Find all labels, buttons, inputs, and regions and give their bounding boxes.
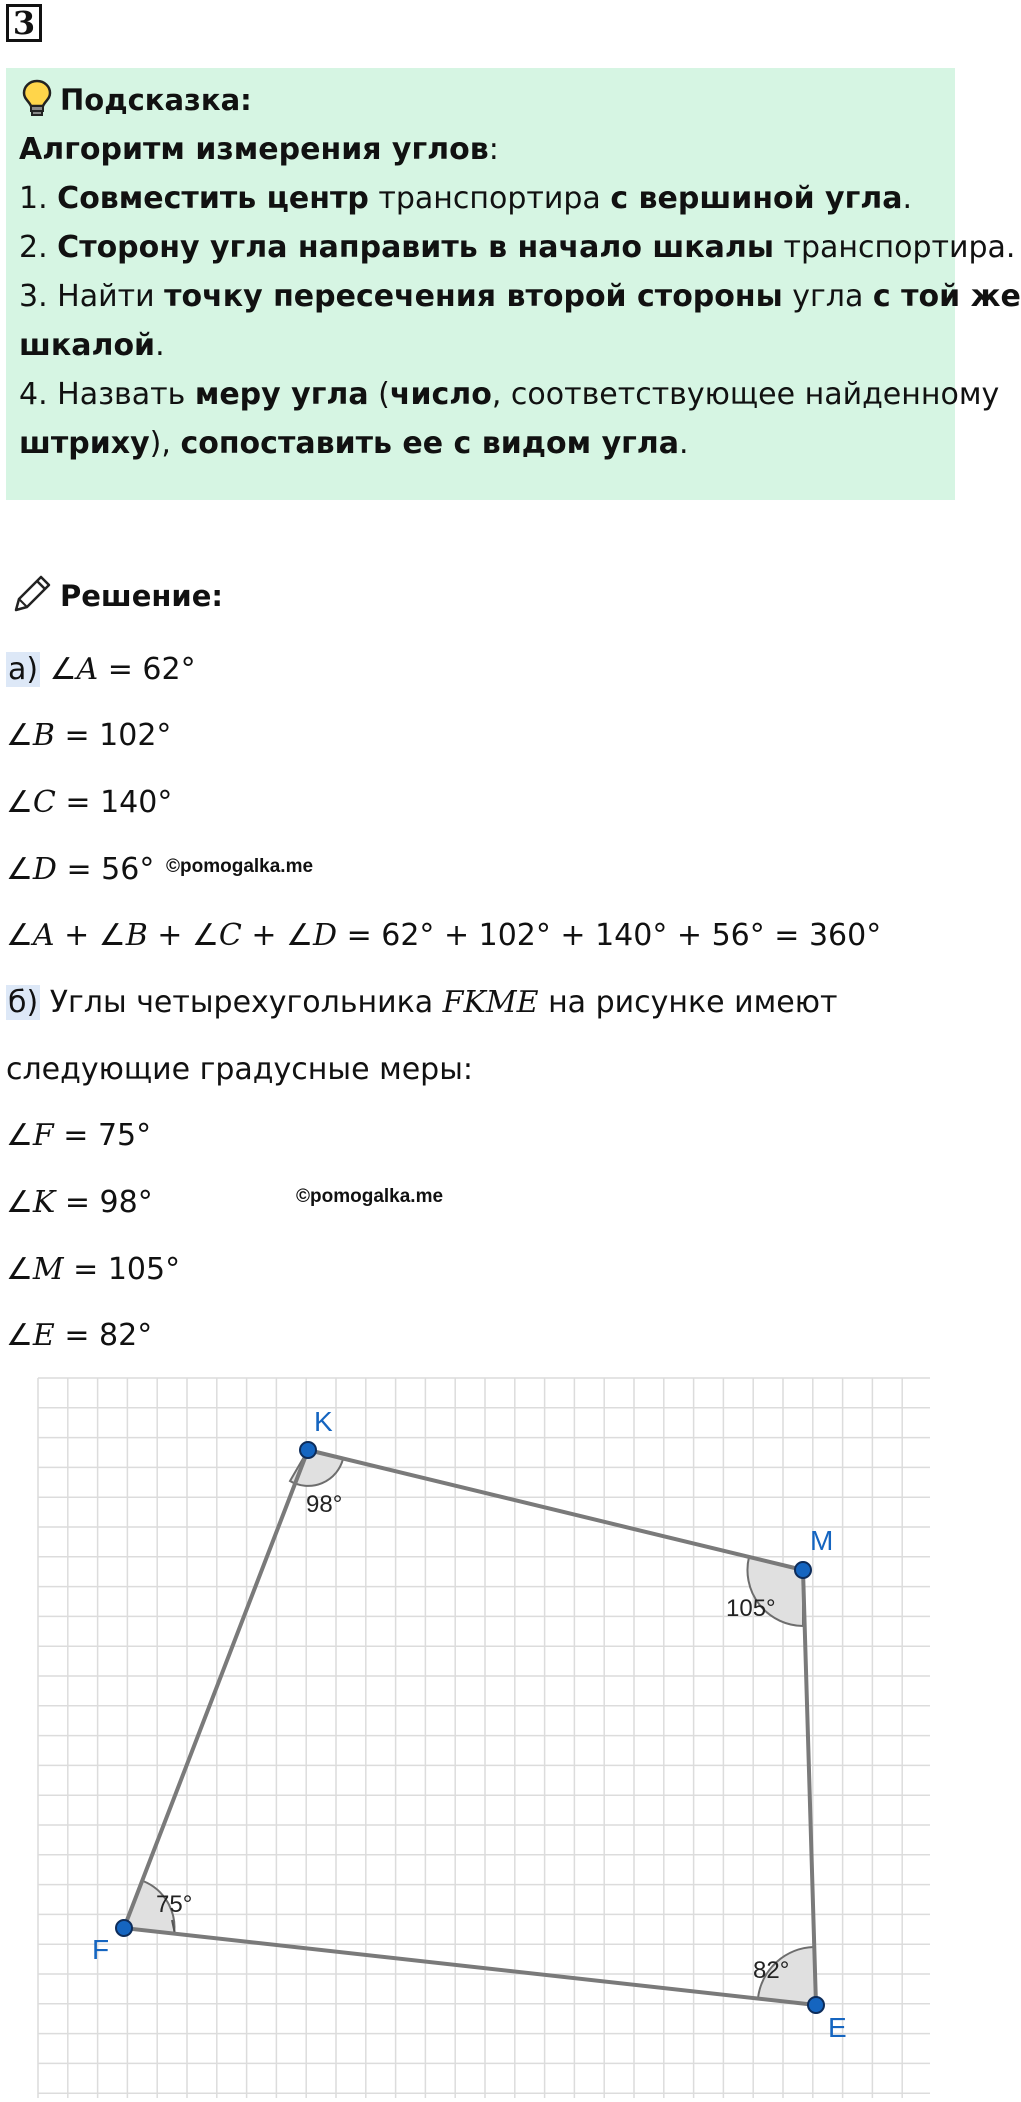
point-e — [808, 1997, 824, 2013]
vertex-label-m: M — [810, 1525, 834, 1556]
point-m — [795, 1562, 811, 1578]
quadrilateral-figure — [38, 1378, 930, 2098]
hint-step-2: 2. Сторону угла направить в начало шкалы транспортира. — [19, 230, 1016, 265]
angle-e-line: ∠E = 82° — [6, 1318, 153, 1353]
pencil-icon — [10, 572, 54, 620]
angle-c-line: ∠C = 140° — [6, 785, 173, 820]
angle-label-f: 75° — [156, 1891, 193, 1918]
vertex-label-e: E — [828, 2012, 847, 2043]
hint-algo-title: Алгоритм измерения углов: — [19, 132, 499, 167]
figure-svg — [38, 1378, 930, 2098]
hint-step-3: 3. Найти точку пересечения второй стороны угла с той же — [19, 279, 1021, 314]
part-b-line: б) Углы четырехугольника FKME на рисунке имеют — [8, 985, 838, 1020]
part-b-line-2: следующие градусные меры: — [6, 1052, 474, 1087]
lightbulb-icon — [22, 79, 52, 121]
angle-sum-line: ∠A + ∠B + ∠C + ∠D = 62° + 102° + 140° + 56° = 360° — [6, 918, 882, 953]
angle-label-e: 82° — [753, 1957, 790, 1984]
watermark: ©pomogalka.me — [296, 1186, 444, 1207]
hint-step-4: 4. Назвать меру угла (число, соответствующее найденному — [19, 377, 1000, 412]
part-b-label: б) — [8, 985, 39, 1020]
watermark: ©pomogalka.me — [166, 856, 314, 877]
solution-header — [10, 568, 223, 624]
part-a-label: а) — [8, 652, 39, 687]
hint-box — [6, 68, 1021, 500]
solution-title: Решение: — [60, 579, 224, 613]
point-k — [300, 1442, 316, 1458]
angle-d-line: ∠D = 56° — [6, 852, 155, 887]
vertex-label-k: K — [314, 1406, 333, 1437]
hint-step-4-cont: штриху), сопоставить ее с видом угла. — [19, 426, 689, 461]
angle-f-line: ∠F = 75° — [6, 1118, 152, 1153]
quadrilateral-fkme — [124, 1450, 816, 2005]
angle-a-line: а) ∠A = 62° — [8, 652, 196, 687]
hint-step-3-cont: шкалой. — [19, 328, 165, 363]
angle-b-line: ∠B = 102° — [6, 718, 172, 753]
angle-k-line: ∠K = 98° — [6, 1185, 153, 1220]
angle-label-k: 98° — [306, 1491, 343, 1518]
angle-m-line: ∠M = 105° — [6, 1252, 181, 1287]
vertex-label-f: F — [92, 1934, 110, 1965]
task-number: 3 — [6, 4, 42, 42]
point-f — [116, 1920, 132, 1936]
hint-header — [22, 80, 252, 120]
angle-label-m: 105° — [726, 1595, 776, 1622]
hint-step-1: 1. Совместить центр транспортира с вершиной угла. — [19, 181, 913, 216]
hint-title: Подсказка: — [60, 83, 252, 117]
